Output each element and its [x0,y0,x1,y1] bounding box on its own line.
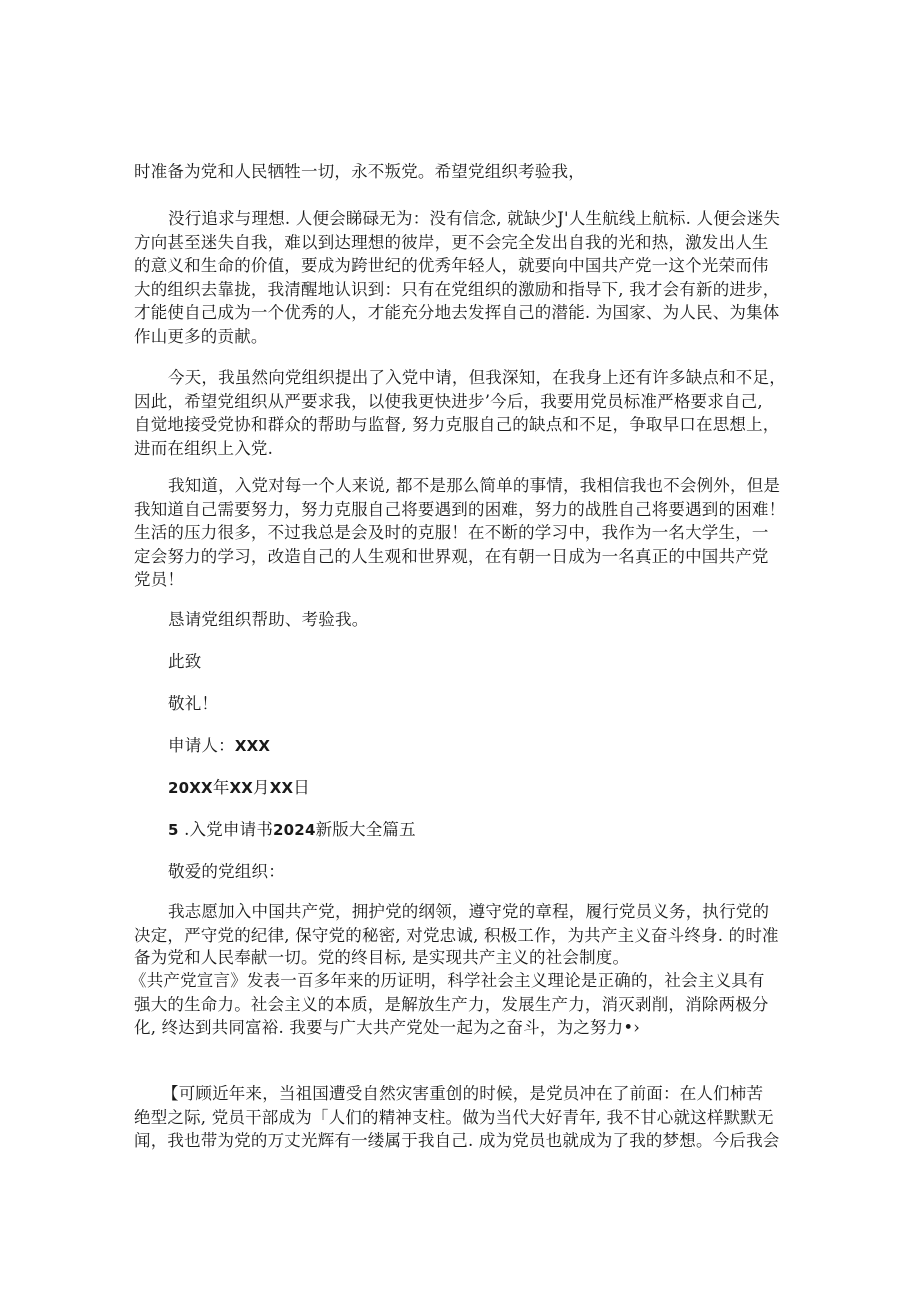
section-heading [134,818,789,842]
text-line: 决定，严守党的纪律, 保守党的秘密, 对党忠诚, 积极工作，为共产主义奋斗终身. 的时准 [134,925,779,945]
text-line: 恳请党组织帮助、考验我。 [168,610,369,629]
text-line: 因此，希望党组织从严要求我，以使我更快进步’今后，我要用党员标准严格要求自己, [134,391,763,411]
text-line: 的意义和生命的价值，要成为跨世纪的优秀年轻人，就要向中国共产党一这个光荣而伟 [134,256,769,275]
date-day-unit: 日 [293,778,310,797]
date-year-unit: 年 [212,778,230,797]
text-line: 今天，我虽然向党组织提出了入党中请，但我深知，在我身上还有许多缺点和不足， [168,368,786,387]
date-line [134,776,789,800]
text-line: 作山更多的贡献。 [134,326,268,346]
heading-row [134,818,789,842]
applicant-label: 申请人： [168,736,235,755]
text-line: 备为党和人民奉献一切。党的终目标, 是实现共产主义的社会制度。 [134,948,630,967]
date-day: XX [269,779,294,797]
text-line: 敬礼！ [168,694,219,713]
salutation [134,860,789,884]
text-line: 我知道，入党对每一个人来说, 都不是那么简单的事情，我相信我也不会例外，但是 [168,476,781,495]
text-line: 强大的生命力。社会主义的本质，是解放生产力，发展生产力，消灭剥削，消除两极分 [134,994,769,1014]
text-line: 党员！ [134,570,185,589]
closing-phrase [134,650,789,674]
date-row [134,776,789,800]
text-line: 大的组织去靠拢，我清醒地认识到：只有在党组织的激励和指导下, 我才会有新的进步， [134,279,780,299]
heading-number: 5 [168,821,179,839]
paragraph-7 [130,900,789,1040]
text-line: 化, 终达到共同富裕. 我要与广大共产党处一起为之奋斗，为之努力•› [134,1018,641,1037]
text-line: 敬爱的党组织： [168,862,285,881]
text-line: 闻，我也带为党的万丈光辉有一缕属于我自己. 成为党员也就成为了我的梦想。今后我会 [134,1131,780,1150]
text-line: 没行追求与理想. 人便会睇碌无为：没有信念, 就缺少J'人生航线上航标. 人便会迷失 [168,209,781,228]
text-line: 时准备为党和人民牺牲一切，永不叛党。希望党组织考验我， [134,162,585,181]
date-month-unit: 月 [253,778,270,797]
text-line: 定会努力的学习，改造自己的人生观和世界观，在有朝一日成为一名真正的中国共产党 [134,546,769,566]
applicant-line [134,734,789,758]
text-line: 方向甚至迷失自我，难以到达理想的彼岸，更不会完全发出自我的光和热，激发出人生 [134,232,769,252]
text-line: 我知道自己需要努力，努力克服自己将要遇到的困难，努力的战胜自己将要遇到的困难！ [134,499,786,519]
text-line: 进而在组织上入党. [134,438,274,458]
paragraph-2 [134,366,789,460]
date-year: 20XX [168,779,213,797]
applicant-row [134,734,789,758]
paragraph-4 [134,608,789,632]
paragraph-0 [134,160,789,184]
salute [134,692,789,716]
text-line: 自觉地接受党协和群众的帮助与监督, 努力克服自己的缺点和不足，争取早口在思想上， [134,415,780,434]
text-line: 才能使自己成为一个优秀的人，才能充分地去发挥自己的潜能. 为国家、为人民、为集体 [134,303,780,322]
heading-year: 2024 [273,821,316,839]
applicant-name: XXX [234,737,271,755]
text-line: 生活的压力很多，不过我总是会及时的克服！在不断的学习中，我作为一名大学生，一 [134,523,769,542]
text-line: 绝型之际, 党员干部成为「人们的精神支柱。做为当代大好青年, 我不甘心就这样默默无 [134,1107,774,1127]
text-line: 我志愿加入中国共产党，拥护党的纲领，遵守党的章程，履行党员义务，执行党的 [168,902,770,921]
paragraph-3 [134,474,789,592]
heading-prefix: .入党申请书 [178,820,274,839]
heading-suffix: 新版大全篇五 [315,820,416,839]
date-month: XX [229,779,254,797]
text-line: 《共产党宣言》发表一百多年来的历证明，科学社会主义理论是正确的，社会主义具有 [130,971,765,990]
paragraph-8 [134,1082,789,1153]
text-line: 此致 [168,652,202,671]
text-line: 【可顾近年来，当祖国遭受自然灾害重创的时候，是党员冲在了前面：在人们柿苦 [162,1084,764,1103]
paragraph-1 [134,207,789,348]
